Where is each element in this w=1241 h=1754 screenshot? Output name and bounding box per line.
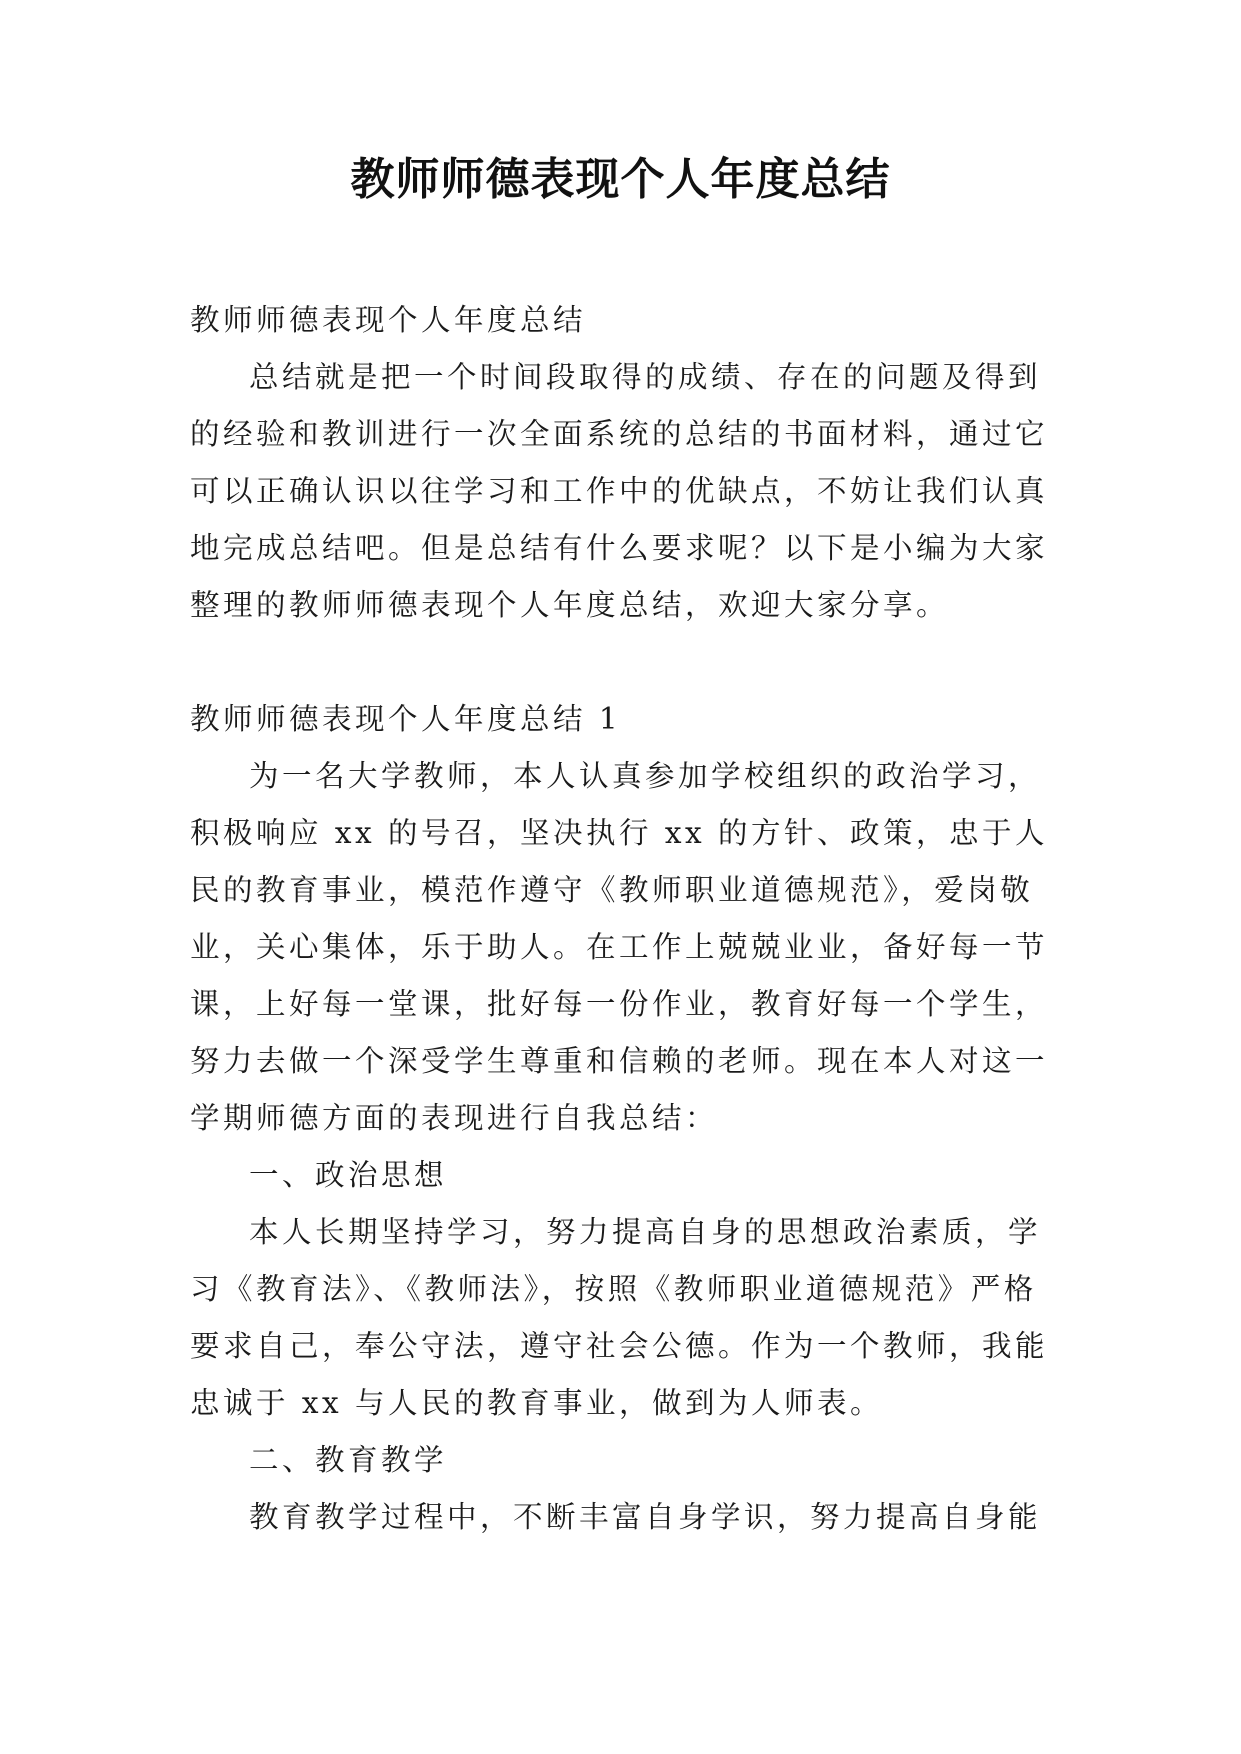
section1-paragraph: 为一名大学教师，本人认真参加学校组织的政治学习，积极响应 xx 的号召，坚决执行 xx 的方针、政策，忠于人民的教育事业，模范作遵守《教师职业道德规范》，爱岗敬业，关心集体，乐于助人。在工作上兢兢业业，备好每一节课，上好每一堂课，批好每一份作业，教育好每一个学生，努力去做一个深受学生尊重和信赖的老师。现在本人对这一学期师德方面的表现进行自我总结： bbox=[190, 759, 1049, 1135]
document-body bbox=[190, 292, 1062, 1546]
politics-heading: 一、政治思想 bbox=[249, 1158, 448, 1192]
document-subtitle: 教师师德表现个人年度总结 bbox=[190, 303, 587, 337]
document-title: 教师师德表现个人年度总结 bbox=[350, 154, 891, 205]
teaching-heading: 二、教育教学 bbox=[249, 1443, 448, 1477]
intro-paragraph: 总结就是把一个时间段取得的成绩、存在的问题及得到的经验和教训进行一次全面系统的总结的书面材料，通过它可以正确认识以往学习和工作中的优缺点，不妨让我们认真地完成总结吧。但是总结有什么要求呢？以下是小编为大家整理的教师师德表现个人年度总结，欢迎大家分享。 bbox=[190, 360, 1049, 622]
paragraph-gap bbox=[190, 634, 1062, 691]
politics-paragraph: 本人长期坚持学习，努力提高自身的思想政治素质，学习《教育法》、《教师法》，按照《教师职业道德规范》严格要求自己，奉公守法，遵守社会公德。作为一个教师，我能忠诚于 xx 与人民的教育事业，做到为人师表。 bbox=[190, 1215, 1049, 1420]
teaching-paragraph: 教育教学过程中，不断丰富自身学识，努力提高自身能 bbox=[249, 1500, 1042, 1534]
section1-heading: 教师师德表现个人年度总结 1 bbox=[190, 702, 622, 736]
